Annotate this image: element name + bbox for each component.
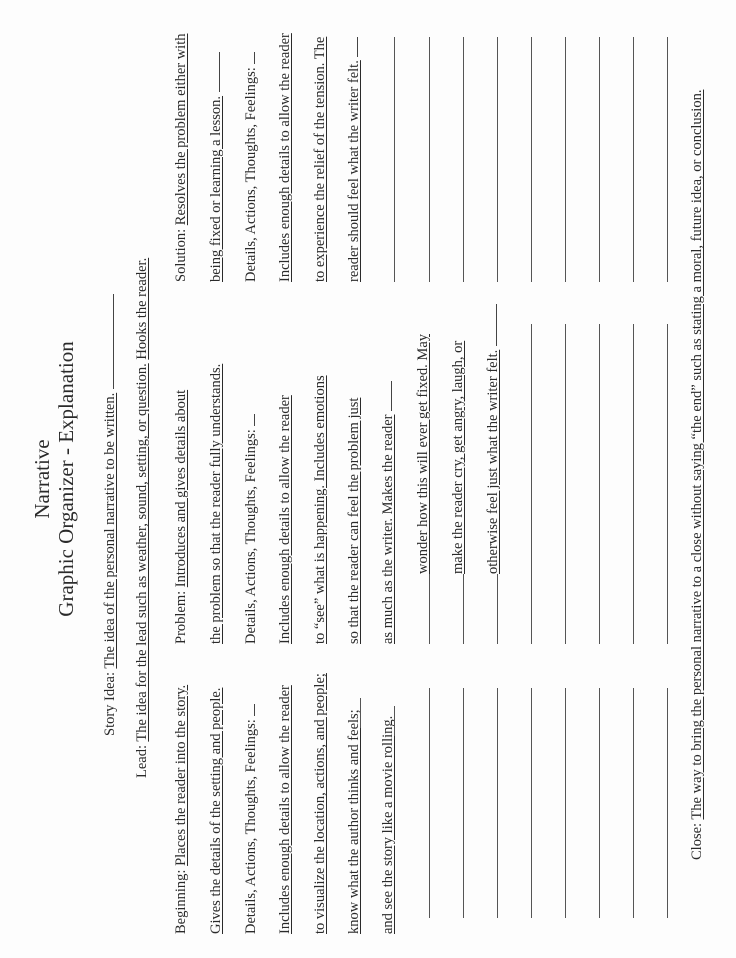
beginning-line-3: Details, Actions, Thoughts, Feelings: [242,704,260,934]
beginning-writing-line [633,688,634,918]
solution-writing-line [497,37,498,282]
problem-line-3: Details, Actions, Thoughts, Feelings: [242,414,260,644]
close-text: The way to bring the personal narrative to a close without saying “the end” such as stating a moral, future idea, or conclusion. [689,89,705,820]
close-row [688,90,706,860]
page-title: Narrative [30,439,54,519]
beginning-writing-line [667,688,668,918]
solution-line-1: Solution: Resolves the problem either with [173,33,189,282]
story-idea-row [101,294,119,736]
story-idea-blank [101,294,114,389]
beginning-writing-line [531,688,532,918]
problem-line-7: as much as the writer. Makes the reader [379,381,397,644]
solution-label: Solution: [173,228,189,282]
problem-writing-line [667,324,668,644]
solution-line-2: being fixed or learning a lesson. [207,52,225,282]
problem-line-9: make the reader cry, get angry, laugh, or [450,340,466,574]
problem-writing-line-short [463,574,464,644]
lead-row [133,258,151,778]
problem-writing-line [531,324,532,644]
solution-writing-line [463,37,464,282]
beginning-line-7: and see the story like a movie rolling. [380,715,396,934]
lead-hook-text: Hooks the reader. [134,257,150,360]
solution-line-6: reader should feel what the writer felt. [345,37,363,282]
problem-line-2: the problem so that the reader fully understands. [208,363,224,644]
beginning-line-6: know what the author thinks and feels; [346,709,362,934]
problem-line-5: to “see” what is happening. Includes emotions [312,375,328,644]
problem-line-8: wonder how this will ever get fixed. May [415,333,431,574]
beginning-line-1: Beginning: Places the reader into the story. [173,684,189,934]
problem-writing-line-short [497,574,498,644]
story-idea-text: The idea of the personal narrative to be written. [102,392,118,669]
problem-line-1: Problem: Introduces and gives details about [173,389,189,644]
problem-writing-line [565,324,566,644]
beginning-writing-line [497,688,498,918]
solution-writing-line [667,37,668,282]
beginning-line-5-end-blank [360,698,361,728]
solution-writing-line [394,37,395,282]
solution-writing-line [633,37,634,282]
solution-writing-line [599,37,600,282]
problem-writing-line-short [429,574,430,644]
beginning-line-6-end-blank [394,706,395,736]
beginning-line-2: Gives the details of the setting and people. [208,687,224,934]
beginning-writing-line [599,688,600,918]
beginning-writing-line [463,688,464,918]
beginning-writing-line [429,688,430,918]
problem-line-4: Includes enough details to allow the reader [277,395,293,644]
solution-line-3: Details, Actions, Thoughts, Feelings: [242,52,260,282]
solution-line-5: to experience the relief of the tension. The [312,36,328,282]
beginning-label: Beginning: [173,869,189,934]
problem-line-10: otherwise feel just what the writer felt. [484,304,502,574]
beginning-writing-line [565,688,566,918]
problem-writing-line [599,324,600,644]
solution-line-4: Includes enough details to allow the reader [277,33,293,282]
problem-line-6: so that the reader can feel the problem just [346,397,362,644]
lead-text: The idea for the lead such as weather, sound, setting, or question. [134,363,150,742]
beginning-line-4: Includes enough details to allow the reader [277,685,293,934]
solution-writing-line [531,37,532,282]
story-idea-label: Story Idea: [102,671,118,736]
close-label: Close: [689,822,705,860]
problem-label: Problem: [173,590,189,644]
beginning-line-5: to visualize the location, actions, and people; [312,673,328,934]
page-subtitle: Graphic Organizer - Explanation [54,341,78,617]
lead-label: Lead: [134,744,150,778]
problem-writing-line [633,324,634,644]
solution-writing-line [429,37,430,282]
solution-writing-line [565,37,566,282]
